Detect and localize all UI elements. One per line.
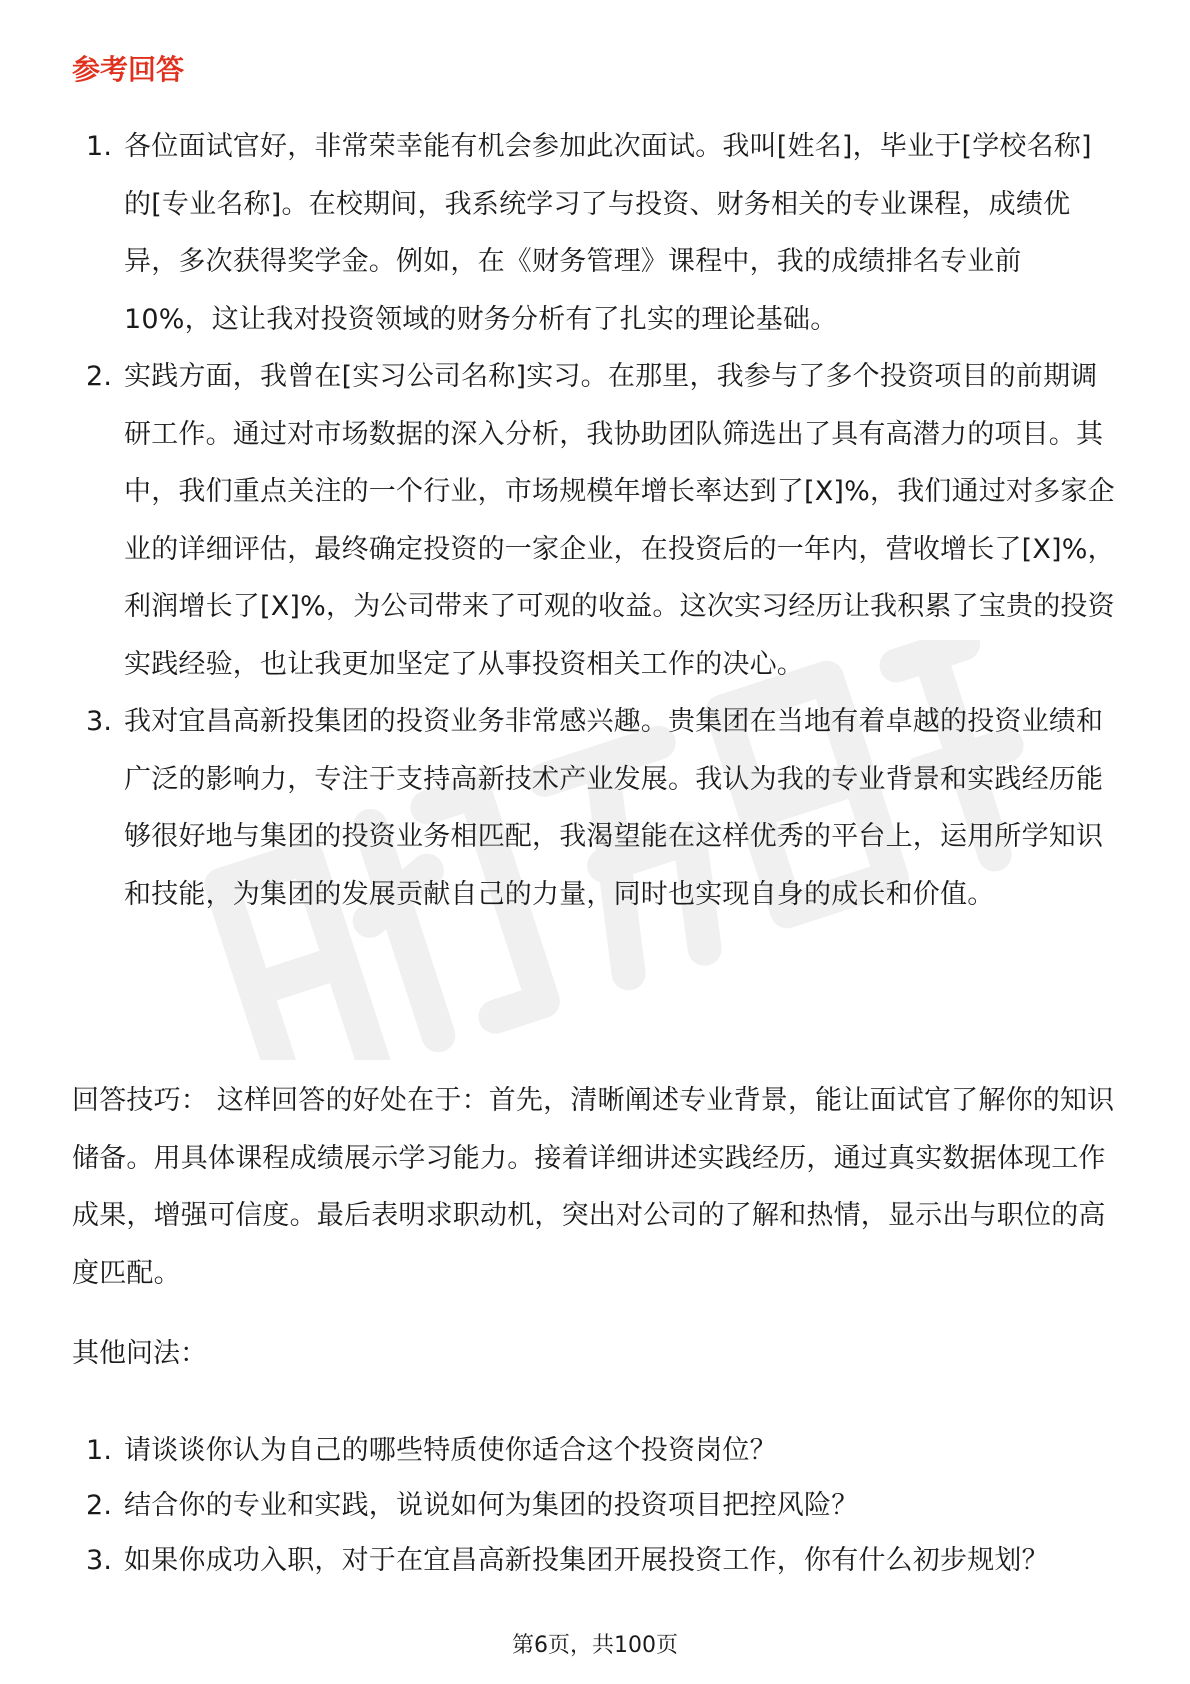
list-item-text: 我对宜昌高新投集团的投资业务非常感兴趣。贵集团在当地有着卓越的投资业绩和广泛的影响力，专注于支持高新技术产业发展。我认为我的专业背景和实践经历能够很好地与集团的投资业务相匹配，我渴望能在这样优秀的平台上，运用所学知识和技能，为集团的发展贡献自己的力量，同时也实现自身的成长和价值。 bbox=[124, 706, 1104, 910]
list-item-text: 请谈谈你认为自己的哪些特质使你适合这个投资岗位？ bbox=[124, 1435, 777, 1466]
list-number: 3. bbox=[86, 706, 113, 737]
answer-list bbox=[72, 118, 1118, 923]
section-title: 参考回答 bbox=[72, 53, 185, 86]
list-number: 1. bbox=[86, 1435, 113, 1466]
list-item bbox=[72, 1478, 1118, 1533]
list-item-text: 各位面试官好，非常荣幸能有机会参加此次面试。我叫[姓名]，毕业于[学校名称]的[专业名称]。在校期间，我系统学习了与投资、财务相关的专业课程，成绩优异，多次获得奖学金。例如，在《财务管理》课程中，我的成绩排名专业前 10%，这让我对投资领域的财务分析有了扎实的理论基础。 bbox=[124, 131, 1092, 335]
list-item-text: 实践方面，我曾在[实习公司名称]实习。在那里，我参与了多个投资项目的前期调研工作。通过对市场数据的深入分析，我协助团队筛选出了具有高潜力的项目。其中，我们重点关注的一个行业，市场规模年增长率达到了[X]%，我们通过对多家企业的详细评估，最终确定投资的一家企业，在投资后的一年内，营收增长了[X]%，利润增长了[X]%，为公司带来了可观的收益。这次实习经历让我积累了宝贵的投资实践经验，也让我更加坚定了从事投资相关工作的决心。 bbox=[124, 361, 1115, 680]
list-number: 2. bbox=[86, 1490, 113, 1521]
list-item bbox=[72, 348, 1118, 693]
answer-tips: 回答技巧： 这样回答的好处在于：首先，清晰阐述专业背景，能让面试官了解你的知识储备。用具体课程成绩展示学习能力。接着详细讲述实践经历，通过真实数据体现工作成果，增强可信度。最后表明求职动机，突出对公司的了解和热情，显示出与职位的高度匹配。 bbox=[72, 1085, 1115, 1289]
list-item bbox=[72, 693, 1118, 923]
list-item-text: 如果你成功入职，对于在宜昌高新投集团开展投资工作，你有什么初步规划？ bbox=[124, 1545, 1049, 1576]
question-list bbox=[72, 1423, 1118, 1588]
list-item bbox=[72, 1423, 1118, 1478]
list-number: 1. bbox=[86, 131, 113, 162]
page-footer: 第6页，共100页 bbox=[512, 1633, 678, 1658]
list-number: 3. bbox=[86, 1545, 113, 1576]
list-item-text: 结合你的专业和实践，说说如何为集团的投资项目把控风险？ bbox=[124, 1490, 859, 1521]
list-number: 2. bbox=[86, 361, 113, 392]
list-item bbox=[72, 118, 1118, 348]
other-questions-label: 其他问法： bbox=[72, 1338, 207, 1369]
list-item bbox=[72, 1533, 1118, 1588]
